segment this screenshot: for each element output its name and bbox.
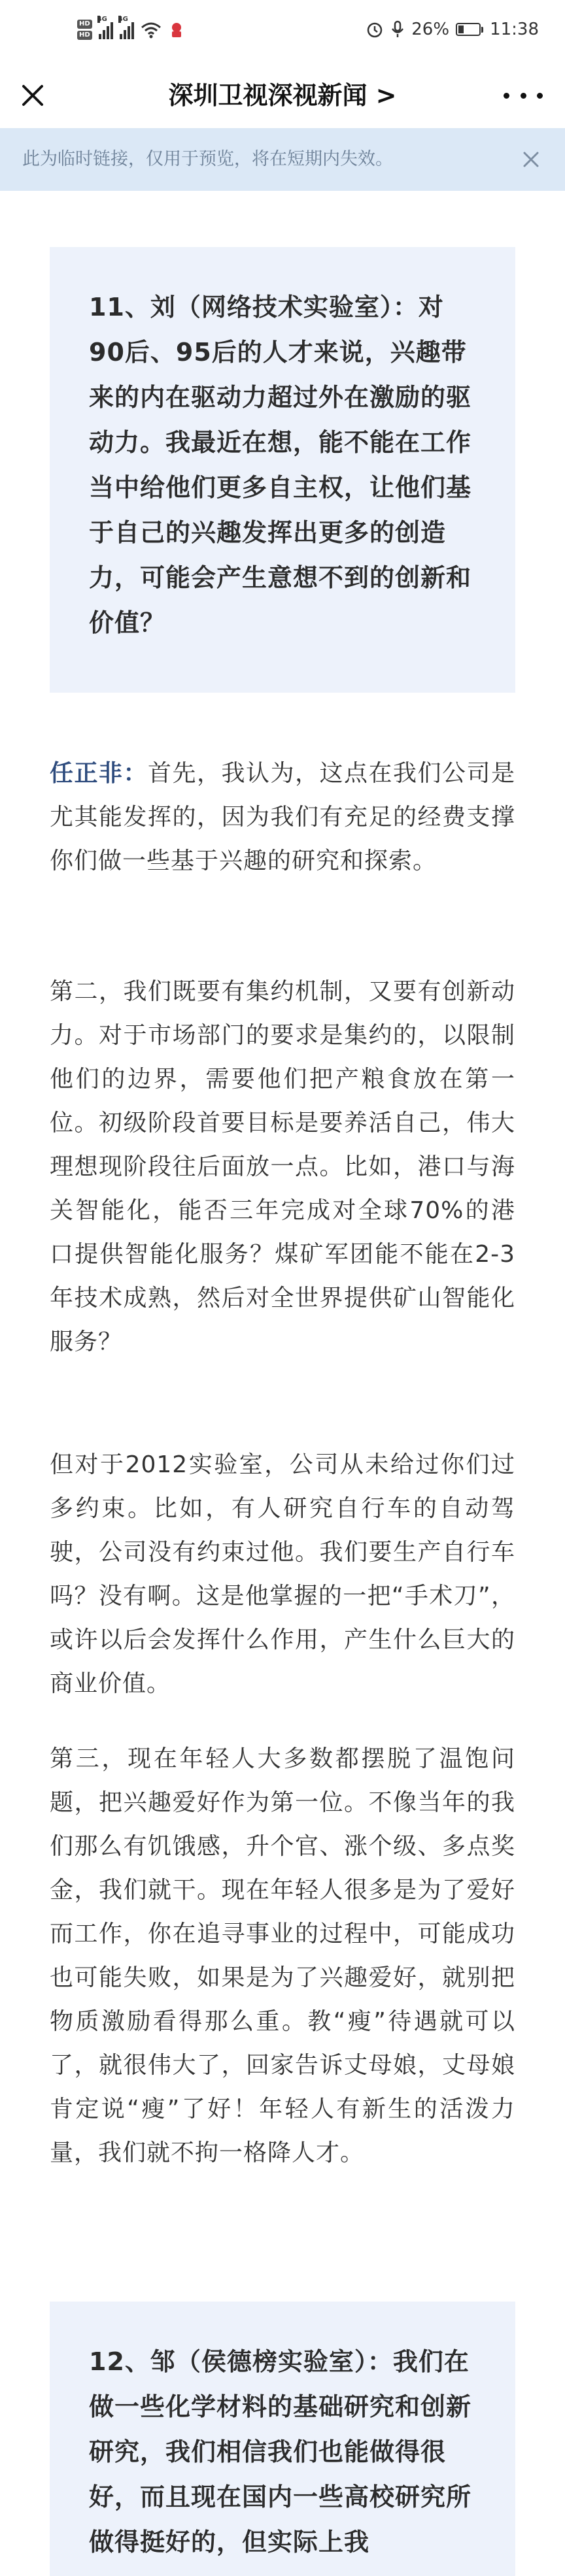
signal-icon <box>97 15 113 39</box>
clock-time: 11:38 <box>490 20 539 39</box>
more-options-icon[interactable] <box>504 80 543 111</box>
status-bar <box>0 0 565 65</box>
battery-percent: 26% <box>411 20 450 39</box>
answer-paragraph: 第三，现在年轻人大多数都摆脱了温饱问题，把兴趣爱好作为第一位。不像当年的我们那么有饥饿感，升个官、涨个级、多点奖金，我们就干。现在年轻人很多是为了爱好而工作，你在追寻事业的过程中，可能成功也可能失败，如果是为了兴趣爱好，就别把物质激励看得那么重。教“瘦”待遇就可以了，就很伟大了，回家告诉丈母娘，丈母娘肯定说“瘦”了好！年轻人有新生的活泼力量，我们就不拘一格降人才。 <box>50 1745 515 2166</box>
answer-paragraph: 但对于2012实验室，公司从未给过你们过多约束。比如，有人研究自行车的自动驾驶，公司没有约束过他。我们要生产自行车吗？没有啊。这是他掌握的一把“手术刀”，或许以后会发挥什么作用，产生什么巨大的商业价值。 <box>50 1451 515 1697</box>
network-type-label: 4G <box>97 15 107 23</box>
question-box <box>50 247 515 693</box>
page-title[interactable]: 深圳卫视深视新闻 > <box>168 81 397 110</box>
speaker-name: 任正非： <box>50 760 148 787</box>
answer-paragraph <box>50 751 515 883</box>
hd-badge: HD <box>77 31 92 40</box>
battery-icon <box>456 23 483 36</box>
hd-indicators <box>77 20 92 40</box>
question-box <box>50 2302 515 2576</box>
mute-icon <box>390 20 405 39</box>
status-left-icons <box>77 15 185 40</box>
signal-icon <box>118 15 134 39</box>
temporary-link-notice <box>0 128 565 191</box>
answer-text: 首先，我认为，这点在我们公司是尤其能发挥的，因为我们有充足的经费支撑你们做一些基于兴趣的研究和探索。 <box>50 760 515 874</box>
hd-badge: HD <box>77 20 92 29</box>
answer-paragraph: 第二，我们既要有集约机制，又要有创新动力。对于市场部门的要求是集约的，以限制他们的边界，需要他们把产粮食放在第一位。初级阶段首要目标是要养活自己，伟大理想现阶段往后面放一点。比如，港口与海关智能化，能否三年完成对全球70%的港口提供智能化服务？煤矿军团能不能在2-3年技术成熟，然后对全世界提供矿山智能化服务？ <box>50 978 515 1355</box>
nav-bar <box>0 65 565 125</box>
wifi-icon <box>141 22 162 39</box>
status-right-icons <box>366 20 539 39</box>
notice-text: 此为临时链接，仅用于预览，将在短期内失效。 <box>22 149 393 169</box>
alarm-icon <box>366 20 384 39</box>
network-type-label: 4G <box>118 15 128 23</box>
question-text: 12、邹（侯德榜实验室）：我们在做一些化学材料的基础研究和创新研究，我们相信我们也能做得很好，而且现在国内一些高校研究所做得挺好的，但实际上我 <box>89 2347 472 2556</box>
question-text: 11、刘（网络技术实验室）：对90后、95后的人才来说，兴趣带来的内在驱动力超过外在激励的驱动力。我最近在想，能不能在工作当中给他们更多自主权，让他们基于自己的兴趣发挥出更多的创造力，可能会产生意想不到的创新和价值？ <box>89 293 472 637</box>
notice-close-icon[interactable] <box>519 148 543 171</box>
app-notification-icon <box>168 22 185 39</box>
